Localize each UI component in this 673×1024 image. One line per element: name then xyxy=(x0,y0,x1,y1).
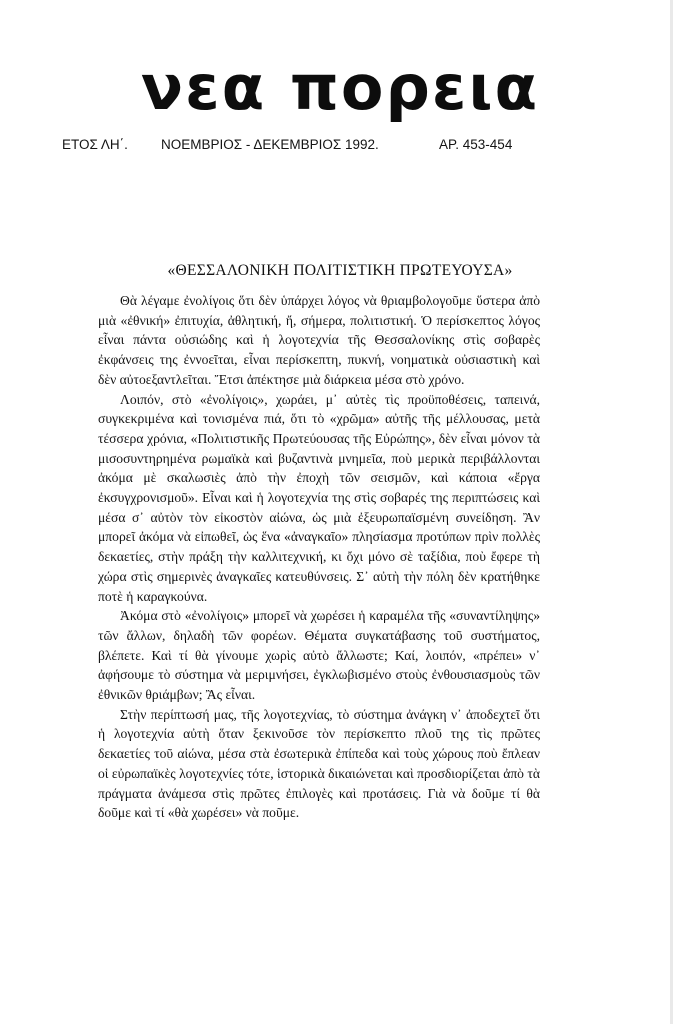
article-body xyxy=(98,291,540,823)
article-paragraph-1: Θὰ λέγαμε ἐνολίγοις ὅτι δὲν ὑπάρχει λόγος νὰ θριαμβολογοῦμε ὕστερα ἀπὸ μιὰ «ἐθνική» ἐπιτυχία, ἀθλητική, ἤ, σήμερα, πολιτιστική. Ὁ περίσκεπτος λόγος εἶναι πάντα οὐσιώδης καὶ ἡ λογοτεχνία τῆς Θεσσαλονίκης στὶς σοβαρὲς ἐκφάνσεις της ἐννοεῖται, εἶναι περίσκεπτη, πυκνή, νοηματικὰ οὐσιαστικὴ καὶ δὲν αὐτοεξαντλεῖται. Ἔτσι ἀπέκτησε μιὰ διάρκεια μέσα στὸ χρόνο. xyxy=(98,293,540,387)
issue-number: ΑΡ. 453-454 xyxy=(439,137,513,152)
magazine-masthead: νεα πορεια xyxy=(140,51,540,124)
article-paragraph-3: Ἀκόμα στὸ «ἐνολίγοις» μπορεῖ νὰ χωρέσει ἡ καραμέλα τῆς «συναντίληψης» τῶν ἄλλων, δηλαδὴ τῶν φορέων. Θέματα συγκατάβασης τοῦ συστήματος, βλέπετε. Καὶ τί θὰ γίνουμε χωρὶς αὐτὸ ἄλλωστε; Καί, λοιπόν, «πρέπει» ν᾿ ἀφήσουμε τὸ σύστημα νὰ μεριμνήσει, ἐγκλωβισμένο στοὺς ἐνθουσιασμοὺς τῶν ἐθνικῶν θριάμβων; Ἂς εἶναι. xyxy=(98,608,540,703)
issue-date: ΝΟΕΜΒΡΙΟΣ - ΔΕΚΕΜΒΡΙΟΣ 1992. xyxy=(161,137,379,152)
article-paragraph-2: Λοιπόν, στὸ «ἐνολίγοις», χωράει, μ᾿ αὐτὲς τὶς προϋποθέσεις, ταπεινά, συγκεκριμένα καὶ τονισμένα πιά, ὅτι τὸ «χρῶμα» αὐτῆς τῆς μέλλουσας, μετὰ τέσσερα χρόνια, «Πολιτιστικῆς Πρωτεύουσας τῆς Εὐρώπης», δὲν εἶναι μόνον τὰ μισοσυντηρημένα ρωμαϊκὰ καὶ βυζαντινὰ μνημεῖα, ποὺ μερικὰ περιβάλλονται ἀκόμα μὲ σκαλωσιὲς ἀπὸ τὴν ἐποχὴ τῶν σεισμῶν, καὶ κάποια «ἔργα ἐκσυγχρονισμοῦ». Εἶναι καὶ ἡ λογοτεχνία της στὶς σοβαρές της περιπτώσεις καὶ μέσα σ᾿ αὐτὸν τὸν εἰκοστὸν αἰώνα, ὡς μιὰ ἐξευρωπαϊσμένη συνείδηση. Ἂν μπορεῖ ἀκόμα νὰ εἰπωθεῖ, ὡς ἕνα «ἀναγκαῖο» πλησίασμα προτύπων πρὶν πολλὲς δεκαετίες, στὴν πράξη τὴν καλλιτεχνική, κι ὄχι μόνο σὲ ταξίδια, ποὺ ἔφερε τὴ χώρα στὶς σημερινὲς ἀναγκαῖες κατευθύνσεις. Σ᾿ αὐτὴ τὴν πόλη δὲν κρατήθηκε ποτὲ ἡ καραγκούνα. xyxy=(98,391,540,604)
issue-info-line xyxy=(62,137,532,155)
article-paragraph-4: Στὴν περίπτωσή μας, τῆς λογοτεχνίας, τὸ σύστημα ἀνάγκη ν᾿ ἀποδεχτεῖ ὅτι ἡ λογοτεχνία αὐτὴ ὅταν ξεκινοῦσε τὸν περίσκεπτο πλοῦ της τὶς πρῶτες δεκαετίες τοῦ αἰώνα, μέσα στὰ ἐσωτερικὰ ἐπίπεδα καὶ τοὺς χώρους ποὺ ἔπλεαν οἱ εὐρωπαϊκὲς λογοτεχνίες τότε, ἱστορικὰ δικαιώνεται καὶ προσδιορίζεται ἀπὸ τὰ πράγματα ἀνάμεσα στὶς πρῶτες ἐπιλογὲς καὶ προτάσεις. Γιὰ νὰ δοῦμε τί θὰ δοῦμε καὶ τί «θὰ χωρέσει» νὰ ποῦμε. xyxy=(98,706,540,821)
issue-year: ΕΤΟΣ ΛΗ΄. xyxy=(62,137,128,152)
article-title: «ΘΕΣΣΑΛΟΝΙΚΗ ΠΟΛΙΤΙΣΤΙΚΗ ΠΡΩΤΕΥΟΥΣΑ» xyxy=(167,262,513,279)
